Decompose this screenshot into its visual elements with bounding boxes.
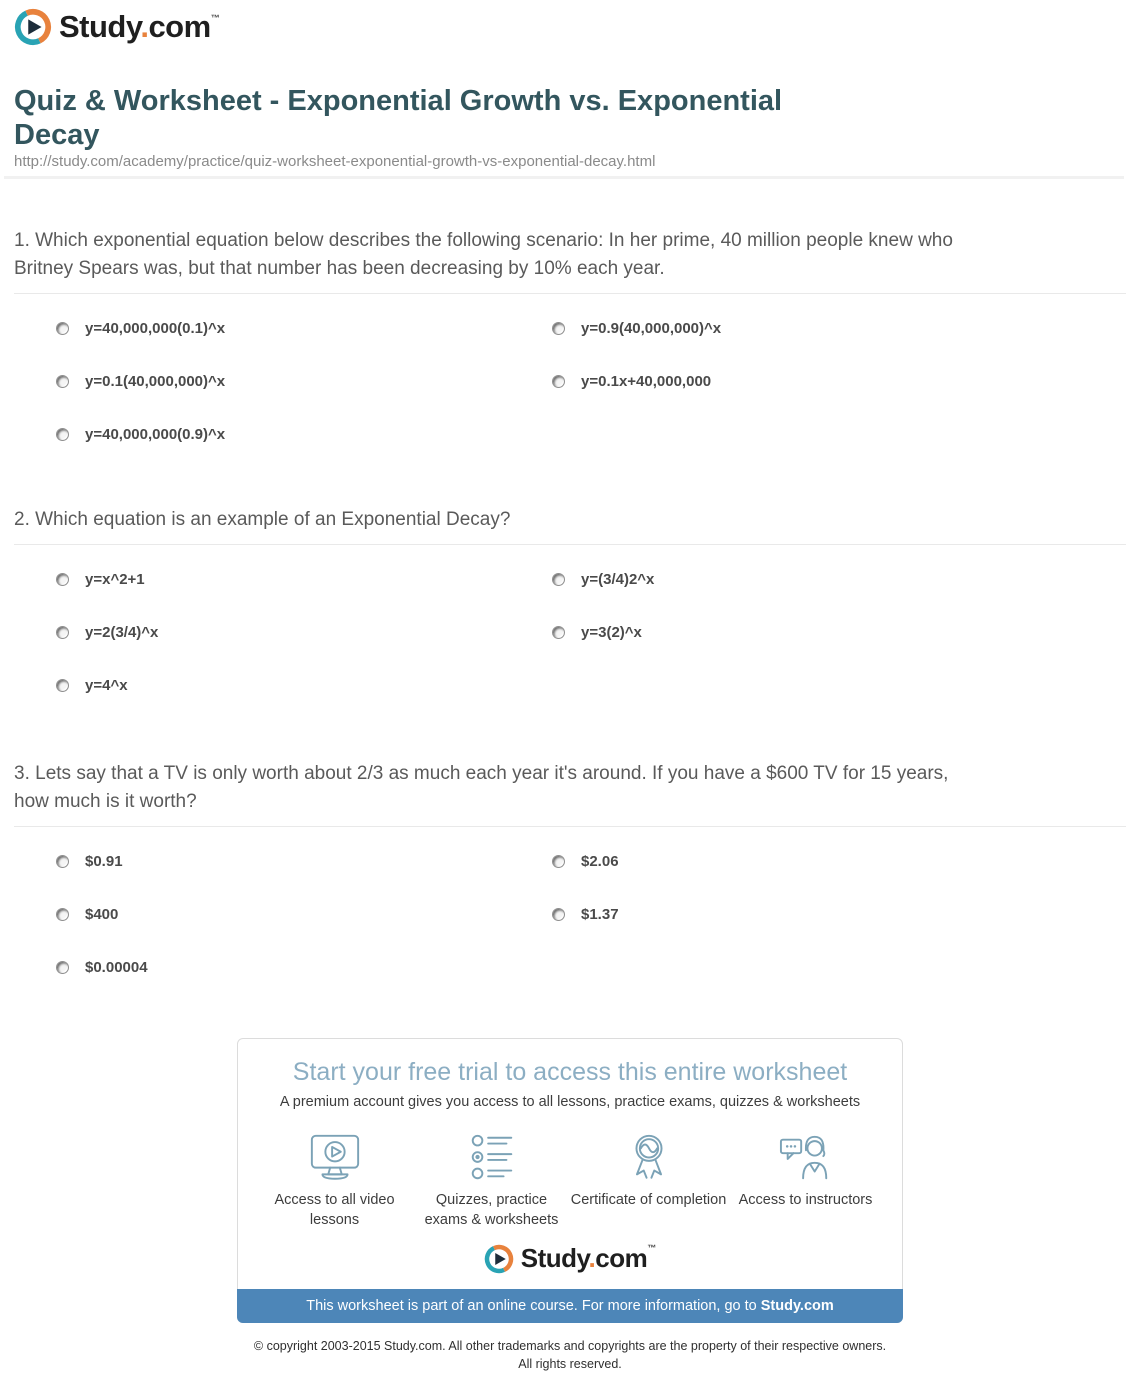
- answer-option[interactable]: [56, 571, 552, 588]
- answer-label: $1.37: [581, 906, 619, 923]
- radio-button[interactable]: [56, 908, 69, 921]
- radio-button[interactable]: [56, 322, 69, 335]
- radio-button[interactable]: [56, 573, 69, 586]
- answer-label: y=3(2)^x: [581, 624, 642, 641]
- radio-button[interactable]: [56, 679, 69, 692]
- page-title: Quiz & Worksheet - Exponential Growth vs. Exponential Decay: [14, 85, 783, 151]
- answer-label: $0.91: [85, 853, 123, 870]
- answer-option[interactable]: [552, 373, 1126, 390]
- answer-options: [56, 853, 1126, 976]
- feature-label: Certificate of completion: [570, 1192, 727, 1208]
- answer-option[interactable]: [56, 426, 552, 443]
- studycom-logo: [484, 1243, 657, 1274]
- answer-option[interactable]: [56, 677, 552, 694]
- question-text: 1. Which exponential equation below describes the following scenario: In her prime, 40 million people knew who Britney Spears was, but that number has been decreasing by 10% each year.: [14, 230, 953, 279]
- radio-button[interactable]: [56, 428, 69, 441]
- radio-button[interactable]: [552, 375, 565, 388]
- copyright-line-2: All rights reserved.: [518, 1357, 622, 1371]
- answer-option[interactable]: [552, 624, 1126, 641]
- radio-button[interactable]: [56, 961, 69, 974]
- answer-option[interactable]: [56, 959, 552, 976]
- answer-label: y=(3/4)2^x: [581, 571, 655, 588]
- course-info-banner: [237, 1289, 903, 1323]
- divider: [14, 544, 1126, 545]
- promo-headline: Start your free trial to access this entire worksheet: [292, 1058, 848, 1086]
- radio-button[interactable]: [552, 626, 565, 639]
- feature-label: Quizzes, practice exams & worksheets: [424, 1192, 559, 1228]
- answer-label: y=40,000,000(0.9)^x: [85, 426, 226, 443]
- answer-label: y=4^x: [85, 677, 128, 694]
- answer-option[interactable]: [56, 906, 552, 923]
- answer-option[interactable]: [552, 320, 1126, 337]
- answer-option[interactable]: [56, 320, 552, 337]
- answer-option[interactable]: [56, 624, 552, 641]
- studycom-logo-text: Study.com™: [520, 1243, 657, 1273]
- radio-button[interactable]: [552, 908, 565, 921]
- radio-button[interactable]: [56, 626, 69, 639]
- answer-option[interactable]: [56, 373, 552, 390]
- certificate-icon: [622, 1132, 676, 1184]
- answer-label: y=0.9(40,000,000)^x: [581, 320, 722, 337]
- page-url: http://study.com/academy/practice/quiz-worksheet-exponential-growth-vs-exponential-decay.html: [14, 153, 656, 170]
- banner-studycom-link[interactable]: Study.com: [760, 1298, 834, 1314]
- instructors-icon: [779, 1132, 833, 1184]
- radio-button[interactable]: [56, 375, 69, 388]
- promo-subtitle: A premium account gives you access to all lessons, practice exams, quizzes & worksheets: [279, 1094, 861, 1110]
- radio-button[interactable]: [552, 855, 565, 868]
- feature-certificate: [570, 1132, 727, 1230]
- question-1: [14, 227, 1126, 443]
- answer-label: y=x^2+1: [85, 571, 145, 588]
- question-text: 2. Which equation is an example of an Exponential Decay?: [14, 509, 511, 530]
- answer-label: $400: [85, 906, 119, 923]
- answer-label: y=40,000,000(0.1)^x: [85, 320, 226, 337]
- answer-option[interactable]: [552, 906, 1126, 923]
- answer-label: y=2(3/4)^x: [85, 624, 159, 641]
- feature-quizzes: [413, 1132, 570, 1230]
- answer-option[interactable]: [56, 853, 552, 870]
- divider: [14, 293, 1126, 294]
- copyright-line-1: © copyright 2003-2015 Study.com. All other trademarks and copyrights are the property of their respective owners.: [253, 1339, 887, 1353]
- radio-button[interactable]: [56, 855, 69, 868]
- answer-label: $0.00004: [85, 959, 148, 976]
- studycom-logo-text: Study.com™: [59, 9, 220, 44]
- question-text: 3. Lets say that a TV is only worth about 2/3 as much each year it's around. If you have a $600 TV for 15 years, how much is it worth?: [14, 763, 949, 812]
- feature-video-lessons: [256, 1132, 413, 1230]
- answer-option[interactable]: [552, 853, 1126, 870]
- studycom-play-icon: [484, 1244, 514, 1274]
- answer-label: $2.06: [581, 853, 619, 870]
- answer-label: y=0.1x+40,000,000: [581, 373, 712, 390]
- feature-list: [256, 1132, 884, 1230]
- divider: [4, 176, 1124, 179]
- video-lessons-icon: [308, 1132, 362, 1184]
- question-2: [14, 506, 1126, 694]
- copyright-notice: [0, 1337, 1140, 1373]
- answer-label: y=0.1(40,000,000)^x: [85, 373, 226, 390]
- radio-button[interactable]: [552, 573, 565, 586]
- banner-text: This worksheet is part of an online course. For more information, go to: [306, 1298, 757, 1314]
- studycom-logo[interactable]: [14, 8, 220, 46]
- answer-option[interactable]: [552, 571, 1126, 588]
- answer-options: [56, 571, 1126, 694]
- question-3: [14, 760, 1126, 976]
- feature-label: Access to instructors: [738, 1192, 873, 1208]
- radio-button[interactable]: [552, 322, 565, 335]
- feature-instructors: [727, 1132, 884, 1230]
- quizzes-icon: [465, 1132, 519, 1184]
- divider: [14, 826, 1126, 827]
- studycom-play-icon: [14, 8, 52, 46]
- free-trial-promo-box: [237, 1038, 903, 1323]
- answer-options: [56, 320, 1126, 443]
- feature-label: Access to all video lessons: [274, 1192, 395, 1228]
